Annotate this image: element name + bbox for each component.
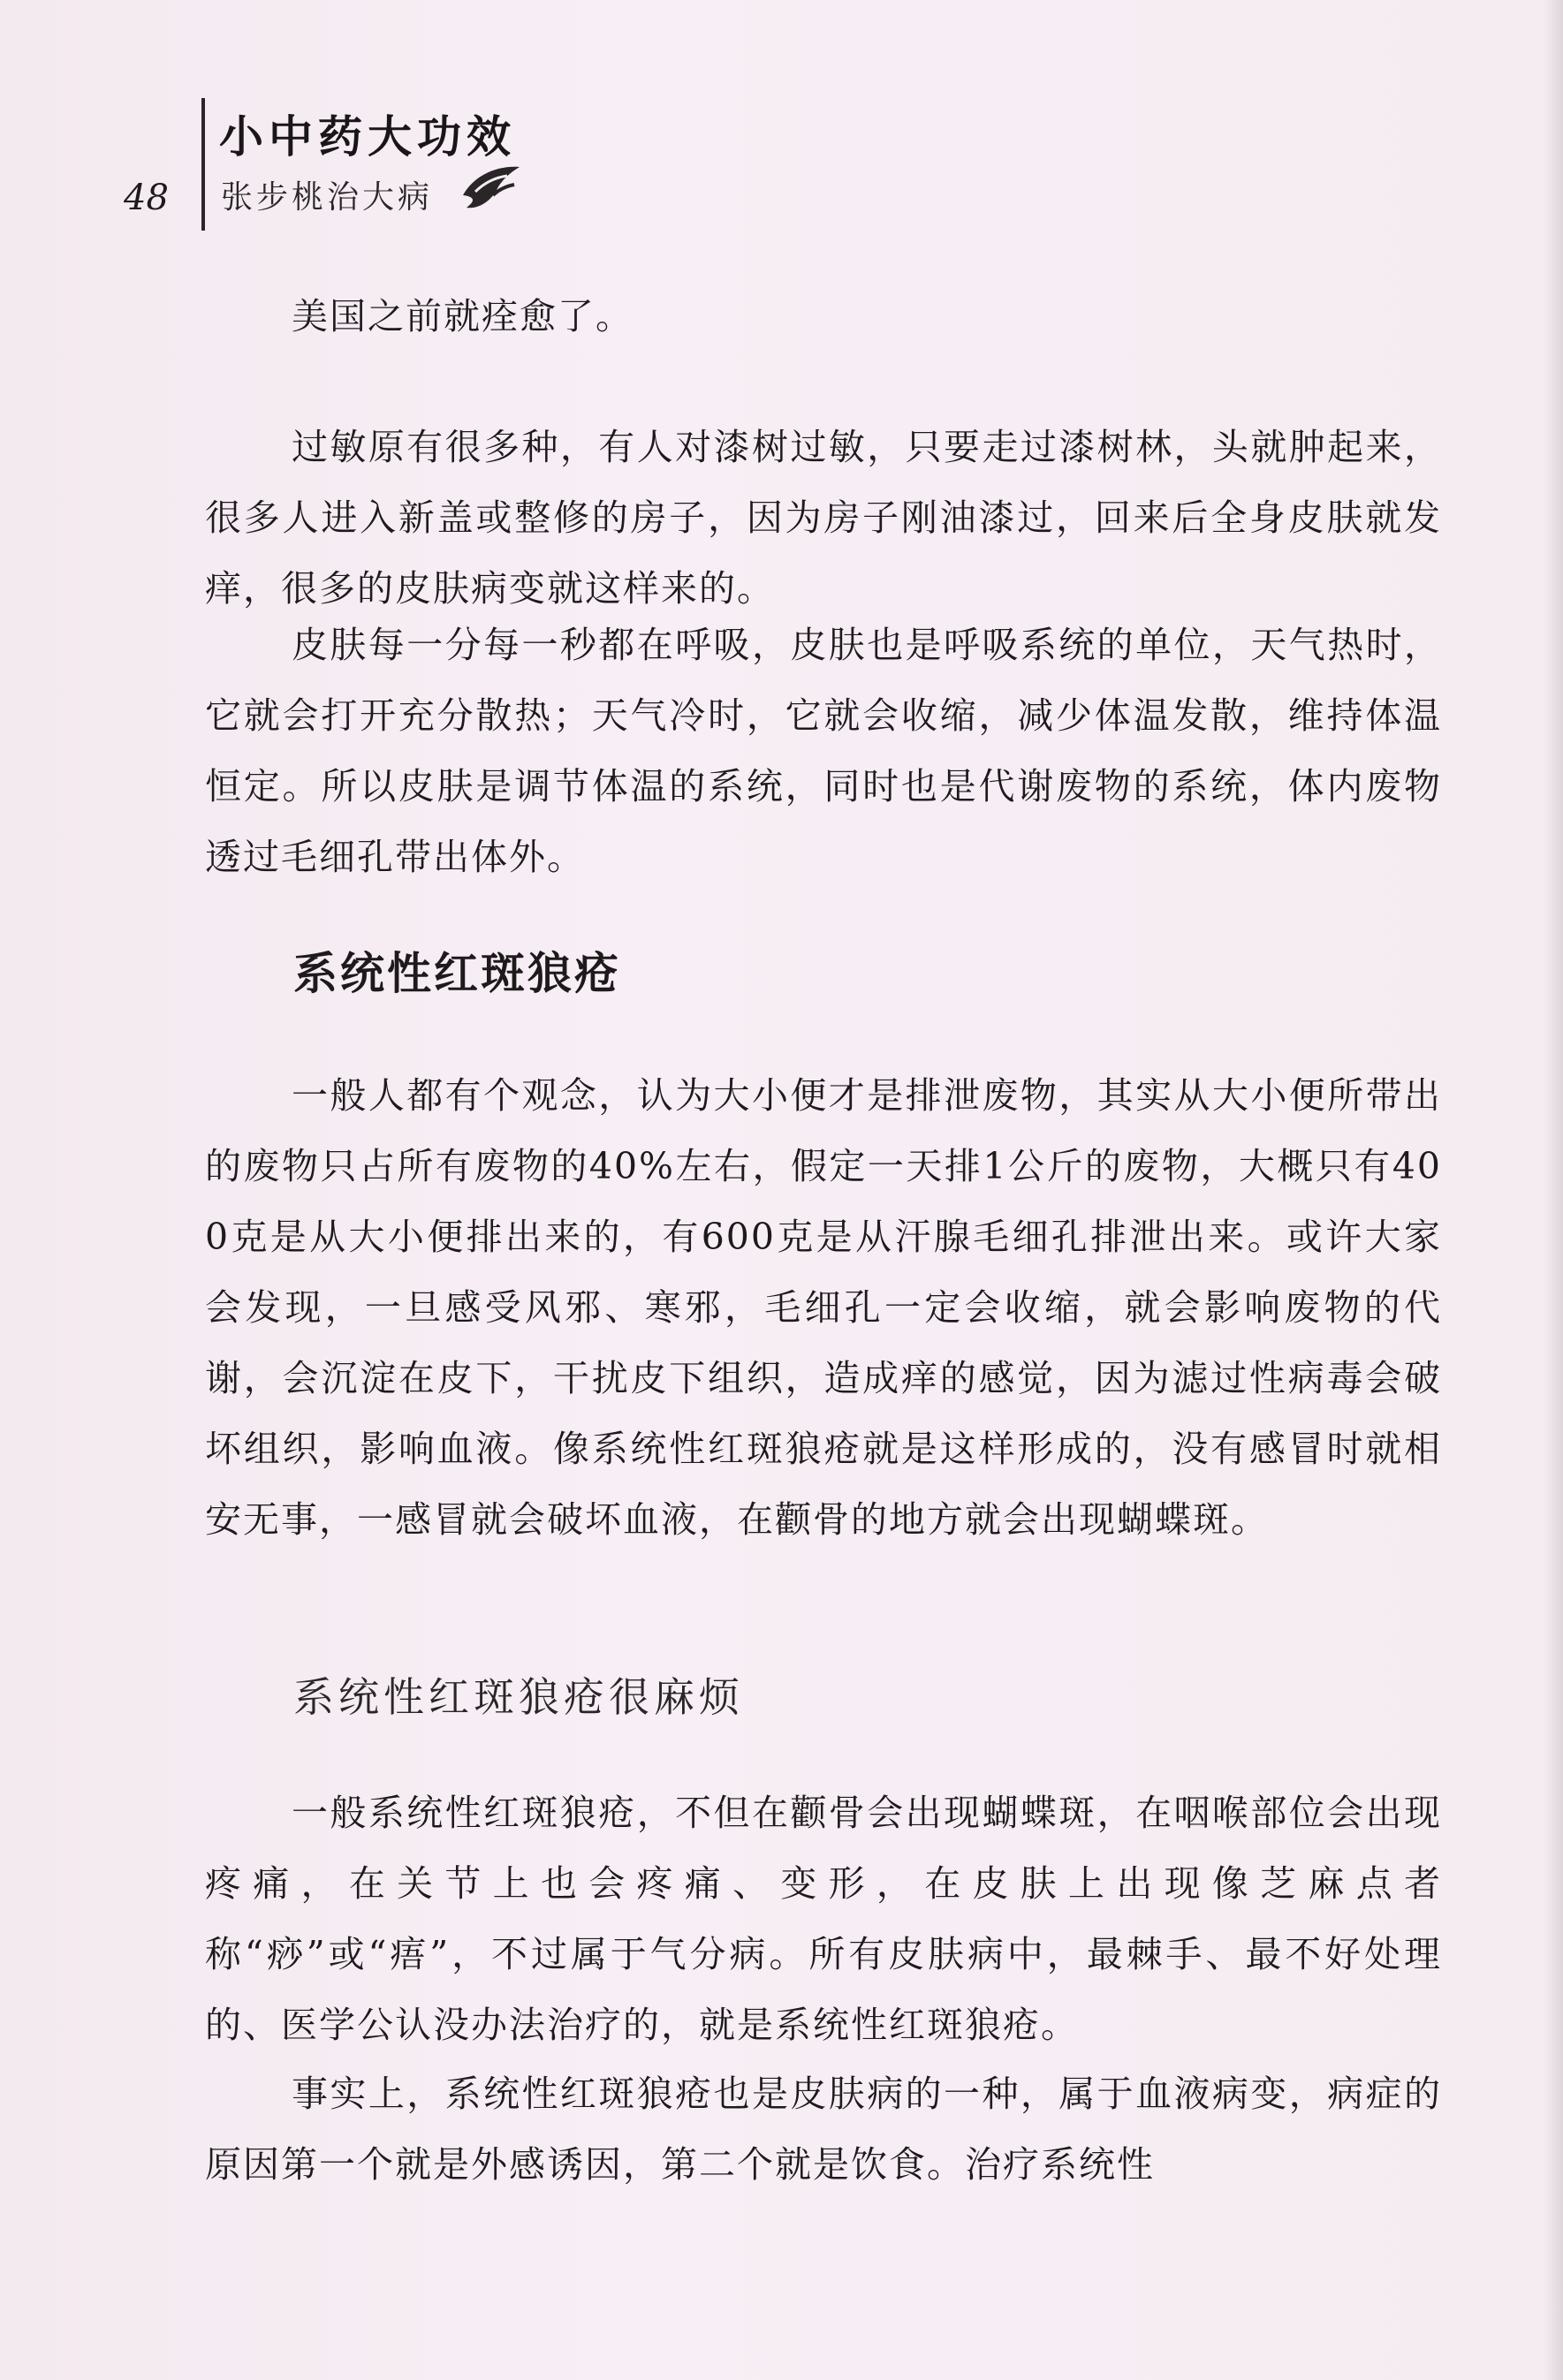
- section-heading: 系统性红斑狼疮: [293, 948, 621, 999]
- running-header: [124, 93, 583, 234]
- book-title: 小中药大功效: [219, 111, 516, 163]
- paragraph: 一般人都有个观念，认为大小便才是排泄废物，其实从大小便所带出的废物只占所有废物的40%左右，假定一天排1公斤的废物，大概只有400克是从大小便排出来的，有600克是从汗腺毛细孔排泄出来。或许大家会发现，一旦感受风邪、寒邪，毛细孔一定会收缩，就会影响废物的代谢，会沉淀在皮下，干扰皮下组织，造成痒的感觉，因为滤过性病毒会破坏组织，影响血液。像系统性红斑狼疮就是这样形成的，没有感冒时就相安无事，一感冒就会破坏血液，在颧骨的地方就会出现蝴蝶斑。: [205, 1074, 1442, 1541]
- paragraph: 一般系统性红斑狼疮，不但在颧骨会出现蝴蝶斑，在咽喉部位会出现疼痛，在关节上也会疼痛、变形，在皮肤上出现像芝麻点者称“痧”或“痦”，不过属于气分病。所有皮肤病中，最棘手、最不好处理的、医学公认没办法治疗的，就是系统性红斑狼疮。: [205, 1792, 1442, 2046]
- book-subtitle: 张步桃治大病: [221, 179, 434, 216]
- paragraph: 美国之前就痊愈了。: [292, 295, 634, 337]
- subsection-heading: 系统性红斑狼疮很麻烦: [293, 1673, 744, 1721]
- brush-stroke-icon: [458, 160, 527, 215]
- header-divider: [201, 98, 205, 231]
- paragraph: 皮肤每一分每一秒都在呼吸，皮肤也是呼吸系统的单位，天气热时，它就会打开充分散热；天气冷时，它就会收缩，减少体温发散，维持体温恒定。所以皮肤是调节体温的系统，同时也是代谢废物的系统，体内废物透过毛细孔带出体外。: [205, 624, 1442, 878]
- page-edge-shadow: [1544, 0, 1563, 2380]
- paragraph: 事实上，系统性红斑狼疮也是皮肤病的一种，属于血液病变，病症的原因第一个就是外感诱因，第二个就是饮食。治疗系统性: [205, 2073, 1442, 2186]
- paragraph: 过敏原有很多种，有人对漆树过敏，只要走过漆树林，头就肿起来，很多人进入新盖或整修的房子，因为房子刚油漆过，回来后全身皮肤就发痒，很多的皮肤病变就这样来的。: [205, 426, 1442, 610]
- page-number: 48: [124, 178, 169, 218]
